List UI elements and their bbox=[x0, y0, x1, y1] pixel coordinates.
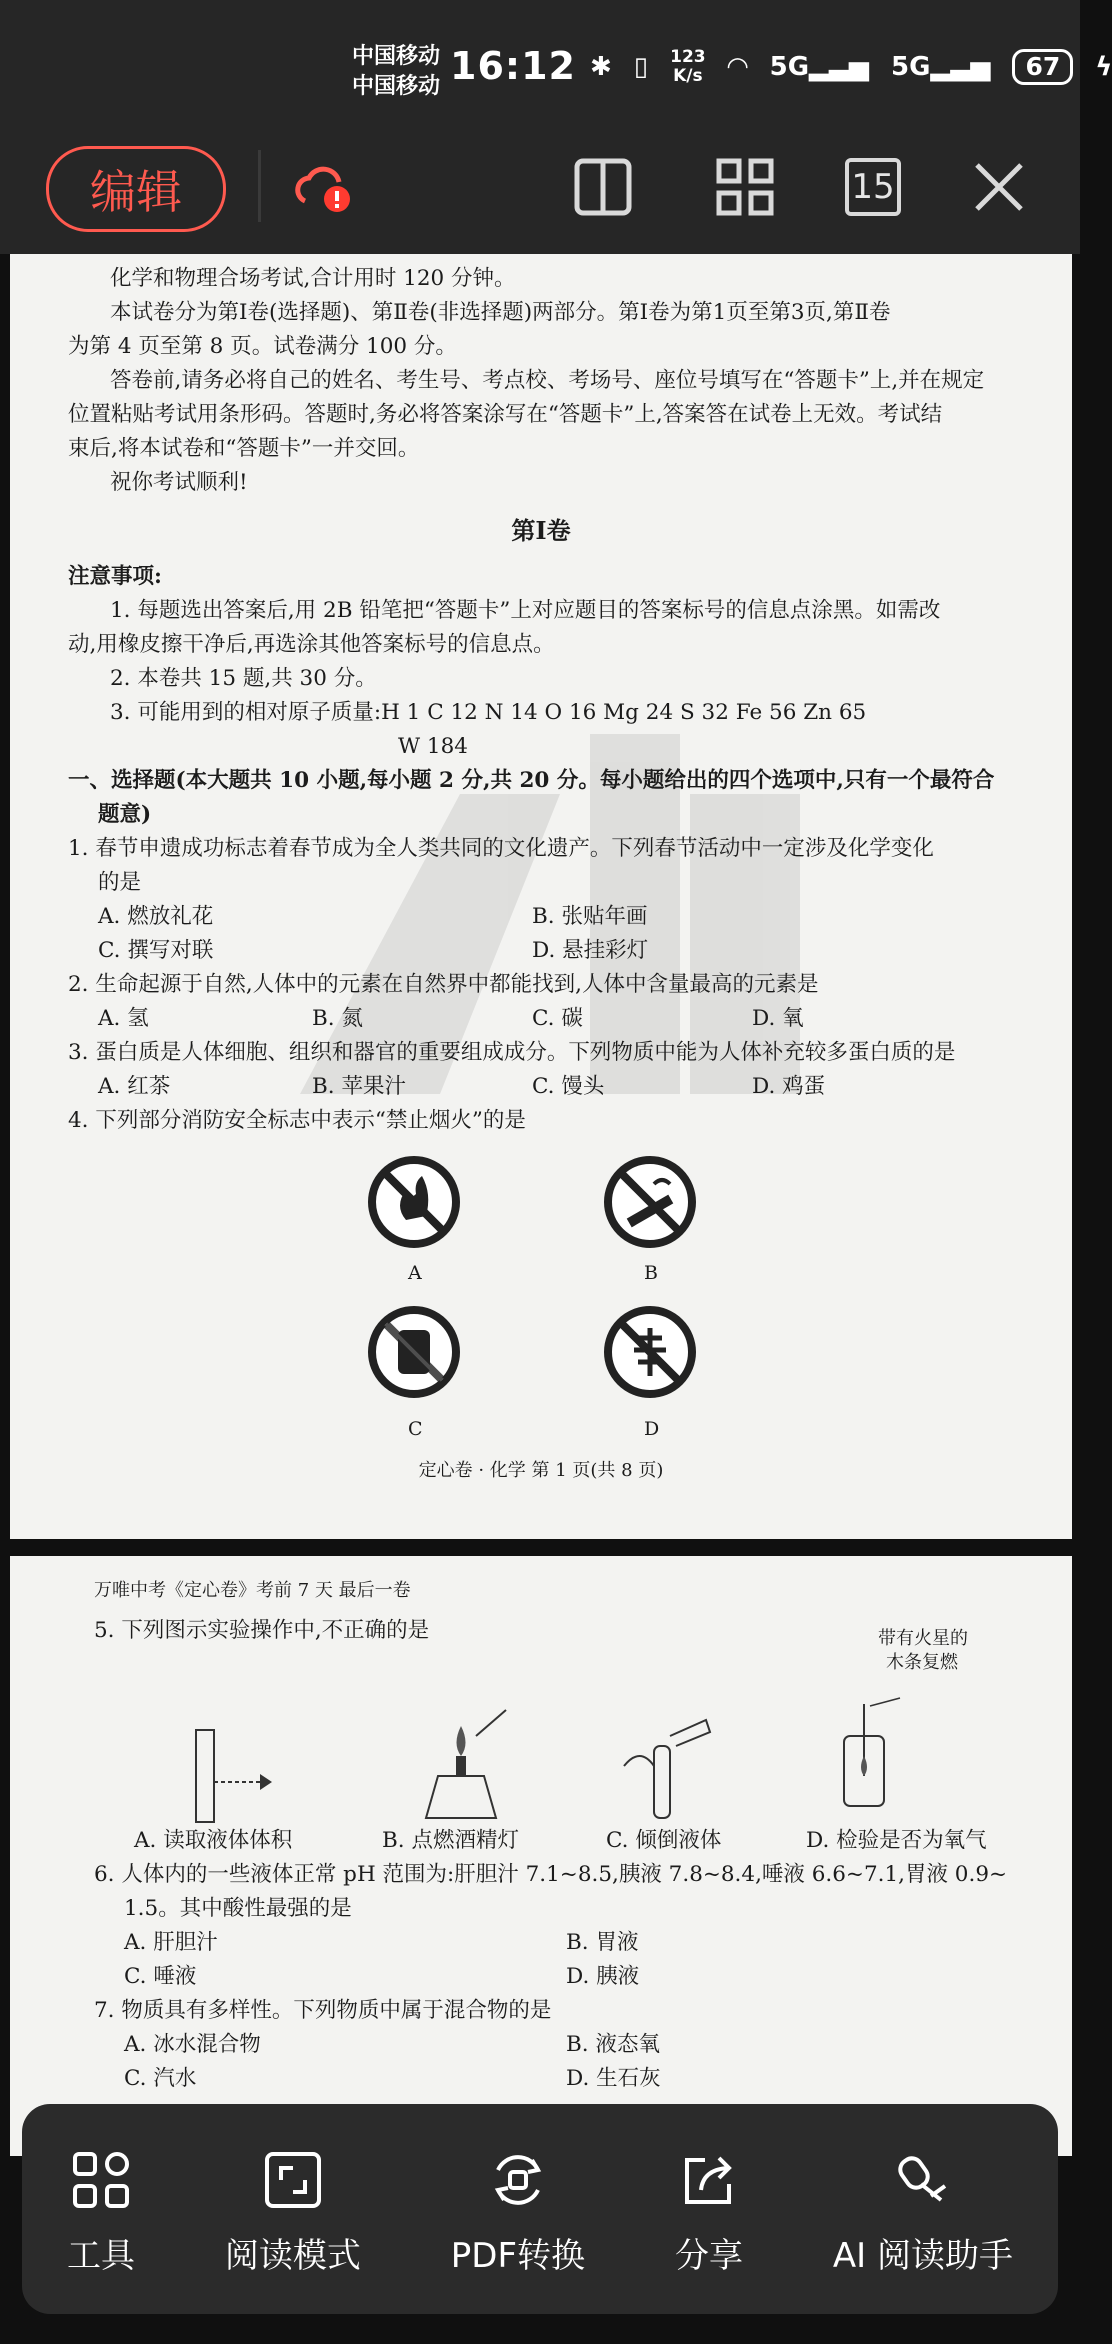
ai-assistant-button[interactable]: AI 阅读助手 bbox=[833, 2150, 1013, 2277]
grid-view-icon[interactable] bbox=[710, 152, 780, 222]
status-bar bbox=[0, 0, 1112, 150]
reading-mode-icon bbox=[263, 2150, 323, 2210]
document-page-2: 万唯中考《定心卷》考前 7 天 最后一卷 5. 下列图示实验操作中,不正确的是 带有火星的 木条复燃 A. 读取液体体积 B. 点燃酒精灯 C. 倾倒液体 D. 检验是否为氧气 6. 人体内的一些液体正常 pH 范围为:肝胆汁 7.1~8.5,胰液 7.8~8.4,唾液 6.6~7.1,胃液 0.9~ 1.5。其中酸性最强的是 A. 肝胆汁 B. 胃液 C. 唾液 D. 胰液 7. 物质具有多样性。下列物质中属于混合物的是 A. 冰水混合物 B. 液态氧 C. 汽水 D. 生石灰 bbox=[10, 1556, 1072, 2156]
signal-5g-icon: 5G▂▃▅ bbox=[769, 52, 870, 82]
network-speed: 123 K/s bbox=[670, 47, 706, 86]
battery-icon: 67 bbox=[1012, 49, 1073, 85]
page-footer: 定心卷 · 化学 第 1 页(共 8 页) bbox=[418, 1460, 664, 1481]
signal-5g-icon-2: 5G▂▃▅ bbox=[891, 52, 991, 82]
cloud-sync-error-icon[interactable] bbox=[288, 152, 358, 222]
pdf-convert-button[interactable]: PDF转换 bbox=[451, 2150, 585, 2277]
section-title: 第Ⅰ卷 bbox=[511, 516, 571, 545]
alcohol-lamp-figure bbox=[406, 1706, 516, 1826]
carrier-names: 中国移动 中国移动 bbox=[352, 44, 441, 99]
share-icon bbox=[679, 2150, 739, 2210]
cylinder-reading-figure bbox=[176, 1726, 276, 1826]
tools-button[interactable]: 工具 bbox=[67, 2150, 135, 2277]
bluetooth-icon: ✱ bbox=[590, 52, 612, 82]
split-view-icon[interactable] bbox=[568, 152, 638, 222]
page-count-icon[interactable]: 15 bbox=[838, 152, 908, 222]
fire-prohibited-sign-icon bbox=[366, 1154, 462, 1250]
close-icon[interactable] bbox=[964, 152, 1034, 222]
pour-liquid-figure bbox=[610, 1706, 720, 1826]
tools-icon bbox=[71, 2150, 131, 2210]
charging-icon: ϟ bbox=[1095, 52, 1112, 82]
clock: 16:12 bbox=[450, 44, 576, 88]
bottom-action-bar bbox=[22, 2104, 1058, 2314]
status-icons bbox=[590, 48, 1112, 86]
no-flammable-sign-icon bbox=[366, 1304, 462, 1400]
edit-button[interactable]: 编辑 bbox=[46, 146, 226, 232]
reading-mode-button[interactable]: 阅读模式 bbox=[225, 2150, 361, 2277]
oxygen-test-figure bbox=[830, 1696, 920, 1816]
toolbar-divider bbox=[258, 150, 261, 222]
wifi-icon: ◠ bbox=[727, 52, 748, 82]
pdf-convert-icon bbox=[488, 2150, 548, 2210]
document-page-1: 化学和物理合场考试,合计用时 120 分钟。 本试卷分为第Ⅰ卷(选择题)、第Ⅱ卷(非选择题)两部分。第Ⅰ卷为第1页至第3页,第Ⅱ卷 为第 4 页至第 8 页。试卷满分 100 分。 答卷前,请务必将自己的姓名、考生号、考点校、考场号、座位号填写在“答题卡”上,并在规定 位置粘贴考试用条形码。答题时,务必将答案涂写在“答题卡”上,答案答在试卷上无效。考试结 束后,将本试卷和“答题卡”一并交回。 祝你考试顺利! 第Ⅰ卷 注意事项: 1. 每题选出答案后,用 2B 铅笔把“答题卡”上对应题目的答案标号的信息点涂黑。如需改 动,用橡皮擦干净后,再选涂其他答案标号的信息点。 2. 本卷共 15 题,共 30 分。 3. 可能用到的相对原子质量:H 1 C 12 N 14 O 16 Mg 24 S 32 Fe 56 Zn 65 W 184 一、选择题(本大题共 10 小题,每小题 2 分,共 20 分。每小题给出的四个选项中,只有一个最符合 题意) 1. 春节申遗成功标志着春节成为全人类共同的文化遗产。下列春节活动中一定涉及化学变化 的是 A. 燃放礼花 B. 张贴年画 C. 撰写对联 D. 悬挂彩灯 2. 生命起源于自然,人体中的元素在自然界中都能找到,人体中含量最高的元素是 A. 氢 B. 氮 C. 碳 D. 氧 3. 蛋白质是人体细胞、组织和器官的重要组成成分。下列物质中能为人体补充较多蛋白质的是 A. 红茶 B. 苹果汁 C. 馒头 D. 鸡蛋 4. 下列部分消防安全标志中表示“禁止烟火”的是 A B C D 定心卷 · 化学 第 1 页(共 8 页) bbox=[10, 254, 1072, 1539]
no-fireworks-sign-icon bbox=[602, 1304, 698, 1400]
no-smoking-sign-icon bbox=[602, 1154, 698, 1250]
ai-assistant-icon bbox=[893, 2150, 953, 2210]
page-header: 万唯中考《定心卷》考前 7 天 最后一卷 bbox=[94, 1580, 411, 1601]
vibrate-icon: ▯ bbox=[633, 52, 649, 82]
share-button[interactable]: 分享 bbox=[675, 2150, 743, 2277]
